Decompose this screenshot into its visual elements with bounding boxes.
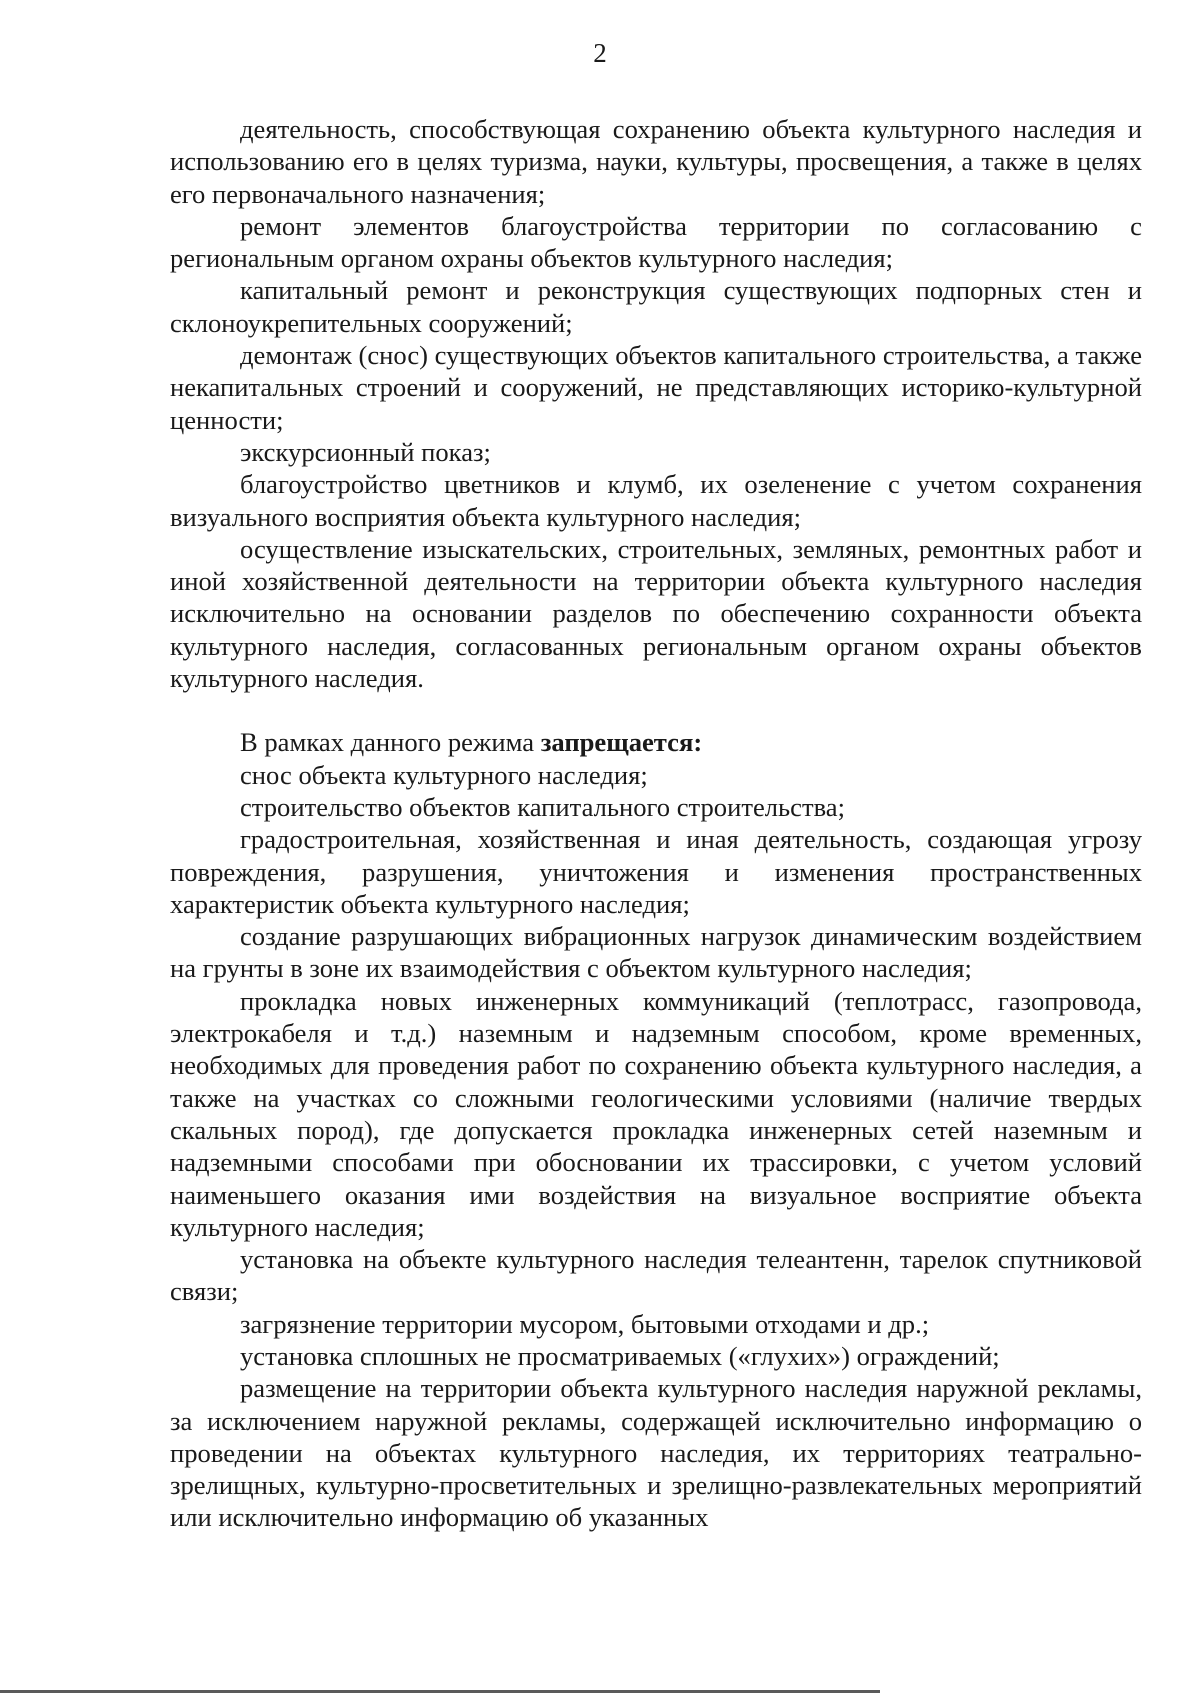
- permitted-item: ремонт элементов благоустройства территории по согласованию с региональным органом охраны объектов культурного наследия;: [170, 210, 1142, 274]
- scan-edge-line: [0, 1690, 880, 1693]
- page-number: 2: [593, 38, 607, 68]
- prohibited-item: создание разрушающих вибрационных нагрузок динамическим воздействием на грунты в зоне их взаимодействия с объектом культурного наследия;: [170, 921, 1142, 984]
- prohibited-lead: [170, 726, 1142, 758]
- permitted-item: деятельность, способствующая сохранению объекта культурного наследия и использованию его в целях туризма, науки, культуры, просвещения, а также в целях его первоначального назначения;: [170, 114, 1142, 209]
- permitted-item: осуществление изыскательских, строительных, земляных, ремонтных работ и иной хозяйственной деятельности на территории объекта культурного наследия исключительно на основании разделов по обеспечению сохранности объекта культурного наследия, согласованных региональным органом охраны объектов культурного наследия.: [170, 533, 1142, 694]
- prohibited-lead-bold: запрещается:: [540, 727, 703, 758]
- permitted-item: демонтаж (снос) существующих объектов капитального строительства, а также некапитальных строений и сооружений, не представляющих историко-культурной ценности;: [170, 340, 1142, 435]
- permitted-item: капитальный ремонт и реконструкция существующих подпорных стен и склоноукрепительных сооружений;: [170, 275, 1142, 338]
- prohibited-item: градостроительная, хозяйственная и иная деятельность, создающая угрозу повреждения, разрушения, уничтожения и изменения пространственных характеристик объекта культурного наследия;: [170, 824, 1142, 919]
- document-body: [170, 113, 1142, 1534]
- permitted-item: экскурсионный показ;: [240, 436, 491, 467]
- prohibited-item: загрязнение территории мусором, бытовыми отходами и др.;: [240, 1308, 930, 1339]
- prohibited-item: размещение на территории объекта культурного наследия наружной рекламы, за исключением наружной рекламы, содержащей исключительно информацию о проведении на объектах культурного наследия, их территориях театрально-зрелищных, культурно-просветительных и зрелищно-развлекательных мероприятий или исключительно информацию об указанных: [170, 1373, 1142, 1533]
- prohibited-item: установка на объекте культурного наследия телеантенн, тарелок спутниковой связи;: [170, 1244, 1142, 1307]
- prohibited-lead-text: В рамках данного режима: [240, 727, 541, 758]
- permitted-activities-list: [170, 113, 1142, 694]
- prohibited-item: строительство объектов капитального строительства;: [240, 791, 845, 822]
- prohibited-item: установка сплошных не просматриваемых («глухих») ограждений;: [240, 1340, 1000, 1371]
- section-gap: [170, 694, 1142, 726]
- prohibited-item: снос объекта культурного наследия;: [240, 759, 648, 790]
- permitted-item: благоустройство цветников и клумб, их озеленение с учетом сохранения визуального восприятия объекта культурного наследия;: [170, 469, 1142, 532]
- prohibited-activities-list: [170, 726, 1142, 1533]
- prohibited-item: прокладка новых инженерных коммуникаций (теплотрасс, газопровода, электрокабеля и т.д.) наземным и надземным способом, кроме временных, необходимых для проведения работ по сохранению объекта культурного наследия, а также на участках со сложными геологическими условиями (наличие твердых скальных пород), где допускается прокладка инженерных сетей наземным и надземными способами при обосновании их трассировки, с учетом условий наименьшего оказания ими воздействия на визуальное восприятие объекта культурного наследия;: [170, 985, 1142, 1242]
